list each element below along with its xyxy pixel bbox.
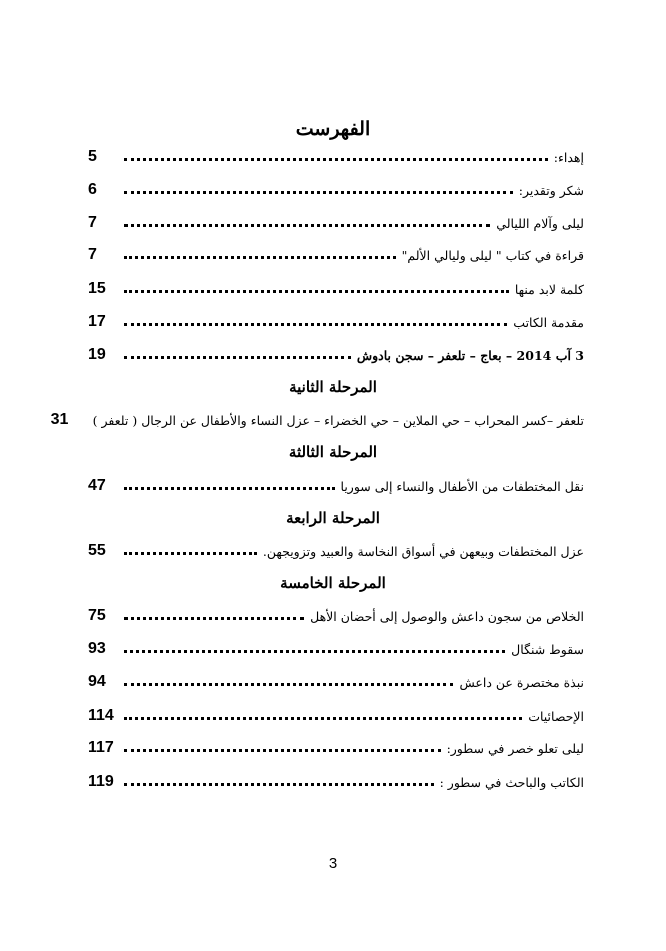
toc-entry-label: الخلاص من سجون داعش والوصول إلى أحضان الأهل: [310, 608, 584, 624]
toc-entry-page: 15: [88, 280, 106, 297]
toc-entry-label: الكاتب والباحث في سطور :: [439, 774, 584, 790]
toc-entry-label: تلعفر –كسر المحراب – حي الملاين – حي الخضراء – عزل النساء والأطفال عن الرجال ( تلعفر ): [92, 412, 584, 428]
toc-entry-page: 114: [88, 707, 114, 724]
toc-entry: [88, 671, 584, 693]
toc-entry-label: مقدمة الكاتب: [513, 314, 584, 330]
toc-entry: [88, 771, 584, 793]
toc-entry: [88, 244, 584, 266]
toc-entry-page: 31: [50, 411, 69, 428]
section-heading: المرحلة الخامسة: [280, 574, 386, 592]
toc-entry-page: 55: [88, 542, 106, 559]
toc-entry-label: ليلى تعلو خصر في سطور:: [446, 740, 584, 756]
page-number: 3: [328, 855, 338, 872]
toc-entry-label: ليلى وآلام الليالي: [496, 215, 584, 231]
toc-entry: [88, 638, 584, 660]
dot-leader: [124, 552, 257, 555]
section-heading: المرحلة الرابعة: [286, 509, 380, 527]
dot-leader: [124, 323, 507, 326]
toc-entry-page: 7: [88, 214, 97, 231]
page-title: الفهرست: [295, 118, 371, 140]
toc-entry-page: 94: [88, 673, 106, 690]
section-heading: المرحلة الثانية: [289, 378, 377, 396]
toc-entry: [88, 344, 584, 366]
dot-leader: [124, 749, 441, 752]
toc-entry: [88, 278, 584, 300]
toc-entry-page: 93: [88, 640, 106, 657]
dot-leader: [124, 717, 522, 720]
dot-leader: [124, 617, 304, 620]
dot-leader: [124, 191, 513, 194]
toc-entry-page: 5: [88, 148, 97, 165]
dot-leader: [124, 650, 505, 653]
dot-leader: [124, 783, 434, 786]
toc-entry-label: شكر وتقدير:: [518, 182, 584, 198]
toc-entry: [50, 409, 584, 431]
toc-entry-page: 19: [88, 346, 106, 363]
toc-entry-label: إهداء:: [553, 149, 584, 165]
toc-entry-label: سقوط شنگال: [511, 641, 584, 657]
toc-entry-label: قراءة في كتاب " ليلى وليالي الألم": [401, 247, 584, 263]
toc-entry: [88, 146, 584, 168]
toc-entry-label: كلمة لابد منها: [514, 281, 584, 297]
toc-entry-page: 17: [88, 313, 106, 330]
toc-entry-label: 3 آب 2014 – بعاج – تلعفر – سجن بادوش: [356, 347, 584, 363]
toc-entry: [88, 179, 584, 201]
dot-leader: [124, 683, 453, 686]
toc-entry-label: نبذة مختصرة عن داعش: [459, 674, 584, 690]
section-heading: المرحلة الثالثة: [288, 443, 378, 461]
dot-leader: [124, 290, 509, 293]
toc-entry: [88, 605, 584, 627]
toc-entry-page: 117: [88, 739, 114, 756]
toc-entry-label: عزل المختطفات وبيعهن في أسواق النخاسة والعبيد وتزويجهن.: [262, 543, 584, 559]
dot-leader: [124, 158, 548, 161]
toc-entry: [88, 737, 584, 759]
toc-entry: [88, 475, 584, 497]
toc-entry: [88, 212, 584, 234]
dot-leader: [124, 487, 335, 490]
toc-entry-page: 6: [88, 181, 97, 198]
toc-entry-label: نقل المختطفات من الأطفال والنساء إلى سوريا: [340, 478, 584, 494]
dot-leader: [124, 256, 396, 259]
toc-entry-page: 119: [88, 773, 114, 790]
toc-entry-label: الإحصائيات: [528, 708, 584, 724]
toc-entry: [88, 540, 584, 562]
toc-entry-page: 7: [88, 246, 97, 263]
toc-entry-page: 75: [88, 607, 106, 624]
dot-leader: [124, 356, 351, 359]
toc-entry-page: 47: [88, 477, 106, 494]
toc-entry: [88, 705, 584, 727]
toc-entry: [88, 311, 584, 333]
dot-leader: [124, 224, 490, 227]
